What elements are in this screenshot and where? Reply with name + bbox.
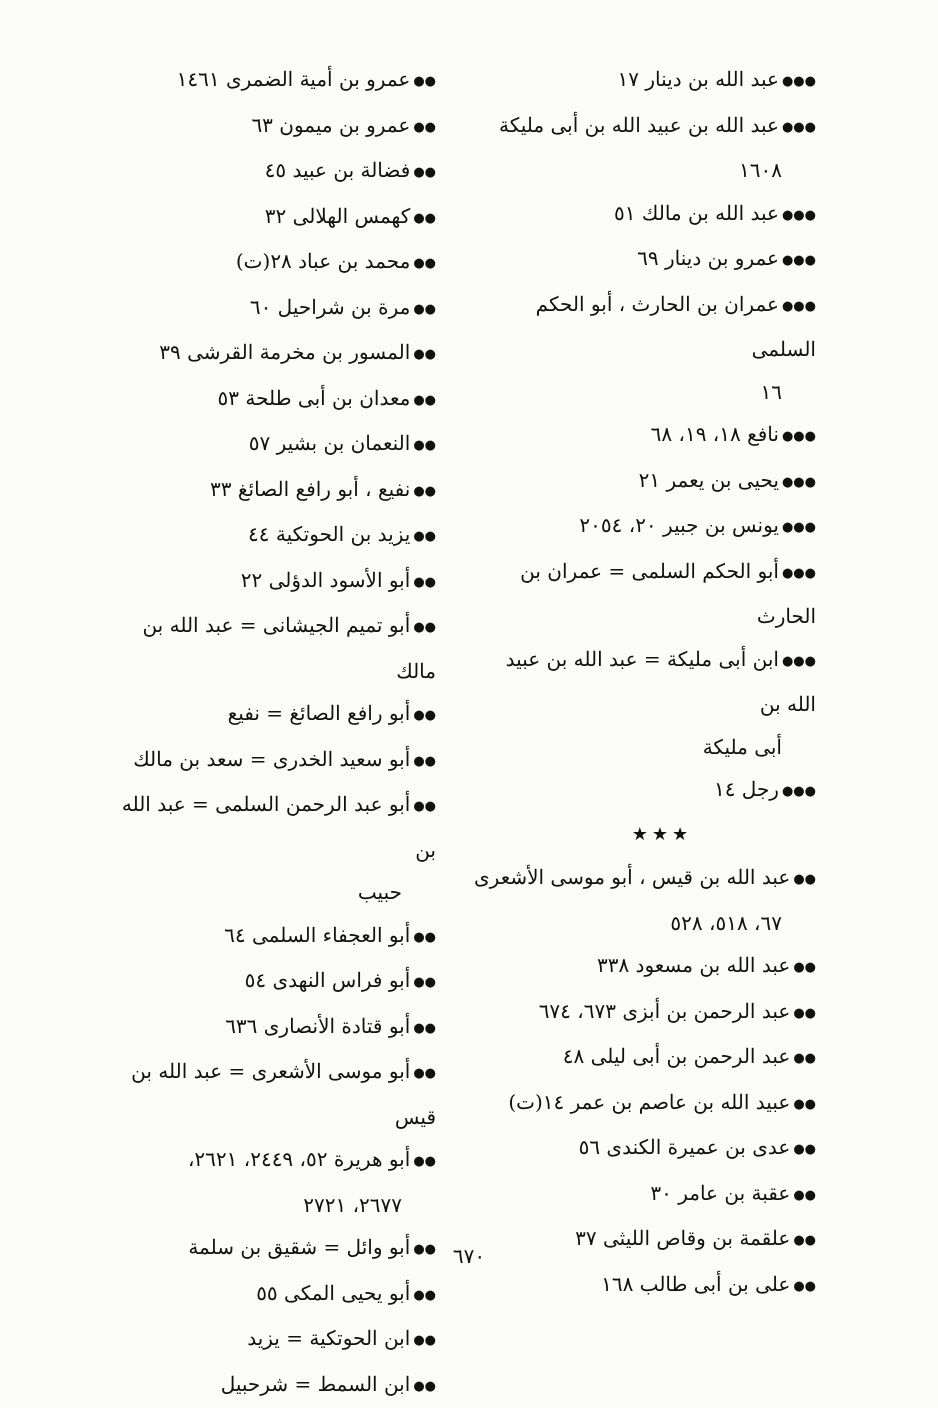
index-entry xyxy=(474,550,816,638)
bullet-icon: ●● xyxy=(413,302,436,317)
index-entry xyxy=(474,1172,816,1218)
right-column xyxy=(474,58,816,1308)
entry-text: أبو موسى الأشعرى = عبد الله بن قيس xyxy=(131,1059,436,1129)
bullet-icon: ●● xyxy=(793,960,816,975)
entry-text: أبو الأسود الدؤلى ٢٢ xyxy=(241,568,411,592)
index-entry xyxy=(104,377,436,423)
entry-text: محمد بن عباد ٢٨(ت) xyxy=(236,249,410,273)
index-entry xyxy=(104,738,436,784)
bullet-icon: ●● xyxy=(793,1051,816,1066)
entry-text: عبد الرحمن بن أبزى ٦٧٣، ٦٧٤ xyxy=(539,999,791,1023)
entry-text: عبد الله بن عبيد الله بن أبى مليكة xyxy=(499,113,779,137)
entry-text: عقبة بن عامر ٣٠ xyxy=(650,1181,790,1205)
entry-text: يزيد بن الحوتكية ٤٤ xyxy=(248,522,410,546)
bullet-icon: ●● xyxy=(413,347,436,362)
entry-text: أبو يحيى المكى ٥٥ xyxy=(256,1281,410,1305)
section-separator: ★★★ xyxy=(474,814,816,857)
group-double-bullet xyxy=(474,856,816,1308)
index-entry xyxy=(104,959,436,1005)
bullet-icon: ●● xyxy=(793,1097,816,1112)
entry-text: ابن الحوتكية = يزيد xyxy=(247,1326,410,1350)
bullet-icon: ●●● xyxy=(782,475,816,490)
bullet-icon: ●●● xyxy=(782,520,816,535)
index-entry xyxy=(474,58,816,104)
entry-continuation: ١٦٠٨ xyxy=(474,149,816,192)
entry-text: عبد الله بن دينار ١٧ xyxy=(618,67,779,91)
entry-text: يحيى بن يعمر ٢١ xyxy=(639,468,779,492)
bullet-icon: ●●● xyxy=(782,429,816,444)
index-entry xyxy=(104,1317,436,1363)
index-entry xyxy=(474,990,816,1036)
index-entry xyxy=(104,914,436,960)
index-entry xyxy=(104,513,436,559)
index-entry xyxy=(104,1272,436,1318)
entry-text: أبو سعيد الخدرى = سعد بن مالك xyxy=(133,747,410,771)
entry-continuation: ٦٧، ٥١٨، ٥٢٨ xyxy=(474,902,816,945)
entry-text: نافع ١٨، ١٩، ٦٨ xyxy=(651,422,779,446)
bullet-icon: ●●● xyxy=(782,120,816,135)
entry-text: ابن السمط = شرحبيل xyxy=(221,1372,411,1396)
bullet-icon: ●●● xyxy=(782,253,816,268)
entry-text: عمرو بن دينار ٦٩ xyxy=(637,246,779,270)
index-entry xyxy=(104,1363,436,1408)
index-entry xyxy=(474,104,816,192)
index-entry xyxy=(104,149,436,195)
entry-text: أبو عبد الرحمن السلمى = عبد الله بن xyxy=(122,792,436,862)
index-entry xyxy=(104,1005,436,1051)
index-entry xyxy=(474,1263,816,1309)
bullet-icon: ●● xyxy=(413,120,436,135)
entry-text: أبو تميم الجيشانى = عبد الله بن مالك xyxy=(142,613,436,683)
bullet-icon: ●● xyxy=(413,620,436,635)
left-column xyxy=(104,58,436,1408)
index-entry xyxy=(474,413,816,459)
bullet-icon: ●● xyxy=(413,575,436,590)
index-entry xyxy=(104,286,436,332)
entry-text: علقمة بن وقاص الليثى ٣٧ xyxy=(575,1226,790,1250)
index-entry xyxy=(104,104,436,150)
bullet-icon: ●● xyxy=(413,754,436,769)
bullet-icon: ●● xyxy=(413,1021,436,1036)
entry-text: عبد الرحمن بن أبى ليلى ٤٨ xyxy=(563,1044,791,1068)
bullet-icon: ●● xyxy=(413,1242,436,1257)
entry-text: عبد الله بن مسعود ٣٣٨ xyxy=(597,953,790,977)
bullet-icon: ●● xyxy=(793,1233,816,1248)
index-entry xyxy=(104,468,436,514)
bullet-icon: ●●● xyxy=(782,74,816,89)
bullet-icon: ●● xyxy=(793,1188,816,1203)
bullet-icon: ●● xyxy=(793,1006,816,1021)
entry-text: يونس بن جبير ٢٠، ٢٠٥٤ xyxy=(579,513,779,537)
index-entry xyxy=(474,1035,816,1081)
entry-text: أبو هريرة ٥٢، ٢٤٤٩، ٢٦٢١، xyxy=(188,1147,410,1171)
entry-text: النعمان بن بشير ٥٧ xyxy=(249,431,411,455)
entry-continuation: حبيب xyxy=(104,871,436,914)
index-entry xyxy=(474,192,816,238)
bullet-icon: ●●● xyxy=(782,566,816,581)
bullet-icon: ●● xyxy=(413,211,436,226)
entry-text: مرة بن شراحيل ٦٠ xyxy=(250,295,410,319)
entry-text: عمرو بن ميمون ٦٣ xyxy=(251,113,410,137)
bullet-icon: ●●● xyxy=(782,299,816,314)
index-entry xyxy=(474,283,816,414)
bullet-icon: ●●● xyxy=(782,654,816,669)
index-entry xyxy=(104,240,436,286)
bullet-icon: ●●● xyxy=(782,784,816,799)
index-entry xyxy=(104,422,436,468)
entry-text: عمرو بن أمية الضمرى ١٤٦١ xyxy=(177,67,411,91)
index-entry xyxy=(474,856,816,944)
group-triple-bullet xyxy=(474,58,816,814)
page-number: ٦٧٠ xyxy=(0,1244,938,1268)
bullet-icon: ●● xyxy=(413,930,436,945)
index-entry xyxy=(474,638,816,769)
entry-text: أبو رافع الصائغ = نفيع xyxy=(228,701,411,725)
bullet-icon: ●● xyxy=(413,529,436,544)
bullet-icon: ●● xyxy=(413,1288,436,1303)
entry-text: ابن أبى مليكة = عبد الله بن عبيد الله بن xyxy=(506,647,816,717)
bullet-icon: ●● xyxy=(413,484,436,499)
index-entry xyxy=(104,58,436,104)
entry-text: أبو العجفاء السلمى ٦٤ xyxy=(224,923,410,947)
entry-text: عمران بن الحارث ، أبو الحكم السلمى xyxy=(536,292,816,362)
bullet-icon: ●● xyxy=(413,393,436,408)
bullet-icon: ●● xyxy=(413,975,436,990)
entry-text: عبد الله بن مالك ٥١ xyxy=(614,201,779,225)
bullet-icon: ●● xyxy=(793,1279,816,1294)
bullet-icon: ●● xyxy=(413,1154,436,1169)
bullet-icon: ●● xyxy=(413,1333,436,1348)
index-entry xyxy=(104,783,436,914)
entry-text: على بن أبى طالب ١٦٨ xyxy=(601,1272,790,1296)
entry-text: رجل ١٤ xyxy=(714,777,779,801)
entry-text: عبد الله بن قيس ، أبو موسى الأشعرى xyxy=(474,865,790,889)
index-entry xyxy=(104,1050,436,1138)
index-entry xyxy=(104,604,436,692)
index-entry xyxy=(104,559,436,605)
entry-text: أبو قتادة الأنصارى ٦٣٦ xyxy=(225,1014,410,1038)
entry-text: معدان بن أبى طلحة ٥٣ xyxy=(218,386,411,410)
entry-text: عدى بن عميرة الكندى ٥٦ xyxy=(579,1135,791,1159)
entry-continuation: ١٦ xyxy=(474,371,816,414)
entry-text: فضالة بن عبيد ٤٥ xyxy=(265,158,411,182)
index-entry xyxy=(474,504,816,550)
entry-text: عبيد الله بن عاصم بن عمر ١٤(ت) xyxy=(508,1090,790,1114)
index-entry xyxy=(474,768,816,814)
bullet-icon: ●● xyxy=(793,872,816,887)
bullet-icon: ●● xyxy=(413,438,436,453)
bullet-icon: ●● xyxy=(413,165,436,180)
index-entry xyxy=(474,459,816,505)
bullet-icon: ●● xyxy=(413,1379,436,1394)
bullet-icon: ●● xyxy=(793,1142,816,1157)
bullet-icon: ●● xyxy=(413,256,436,271)
index-entry xyxy=(474,1081,816,1127)
entry-continuation: ٢٦٧٧، ٢٧٢١ xyxy=(104,1184,436,1227)
index-entry xyxy=(474,237,816,283)
index-entry xyxy=(104,1138,436,1226)
entry-text: أبو وائل = شقيق بن سلمة xyxy=(188,1235,410,1259)
entry-text: أبو فراس النهدى ٥٤ xyxy=(245,968,411,992)
bullet-icon: ●● xyxy=(413,1066,436,1081)
index-entry xyxy=(474,1126,816,1172)
entry-text: نفيع ، أبو رافع الصائغ ٣٣ xyxy=(210,477,410,501)
index-entry xyxy=(104,692,436,738)
index-entry xyxy=(104,331,436,377)
bullet-icon: ●● xyxy=(413,708,436,723)
entry-text: المسور بن مخرمة القرشى ٣٩ xyxy=(159,340,410,364)
bullet-icon: ●● xyxy=(413,799,436,814)
index-entry xyxy=(474,944,816,990)
bullet-icon: ●●● xyxy=(782,208,816,223)
bullet-icon: ●● xyxy=(413,74,436,89)
entry-text: كهمس الهلالى ٣٢ xyxy=(265,204,411,228)
entry-text: أبو الحكم السلمى = عمران بن الحارث xyxy=(520,559,816,629)
entry-continuation: أبى مليكة xyxy=(474,726,816,769)
index-entry xyxy=(104,195,436,241)
